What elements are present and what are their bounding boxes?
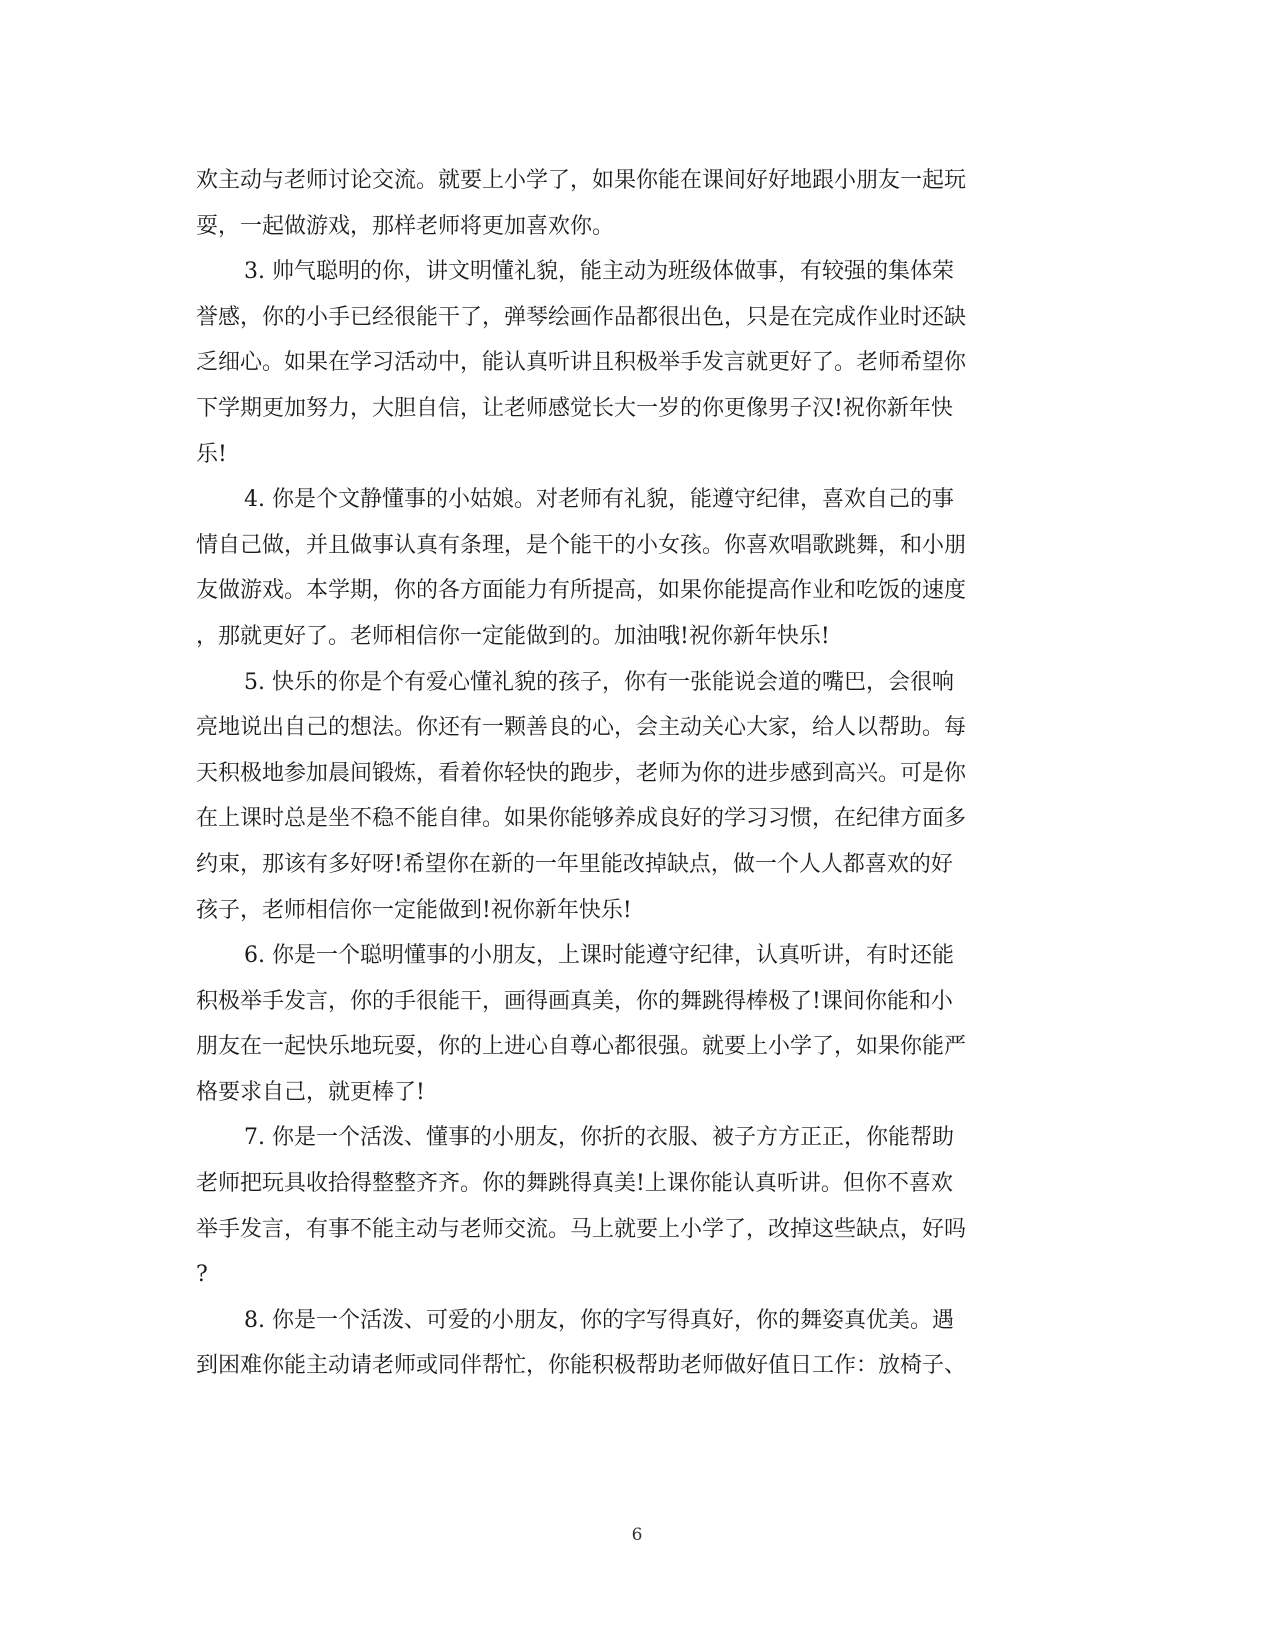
body-text <box>196 158 1076 1389</box>
text-line: 乐! <box>196 441 227 467</box>
text-line: 举手发言，有事不能主动与老师交流。马上就要上小学了，改掉这些缺点，好吗 <box>196 1216 967 1242</box>
text-line: ? <box>196 1262 208 1288</box>
text-line: 格要求自己，就更棒了! <box>196 1079 425 1105</box>
text-line: 誉感，你的小手已经很能干了，弹琴绘画作品都很出色，只是在完成作业时还缺 <box>196 304 967 330</box>
text-line: 8. 你是一个活泼、可爱的小朋友，你的字写得真好，你的舞姿真优美。遇 <box>244 1307 954 1333</box>
text-line: 下学期更加努力，大胆自信，让老师感觉长大一岁的你更像男子汉!祝你新年快 <box>196 395 953 421</box>
text-line: 5. 快乐的你是个有爱心懂礼貌的孩子，你有一张能说会道的嘴巴，会很响 <box>244 669 954 695</box>
text-line: 情自己做，并且做事认真有条理，是个能干的小女孩。你喜欢唱歌跳舞，和小朋 <box>196 532 967 558</box>
text-line: 亮地说出自己的想法。你还有一颗善良的心，会主动关心大家，给人以帮助。每 <box>196 715 967 741</box>
text-line: 3. 帅气聪明的你，讲文明懂礼貌，能主动为班级体做事，有较强的集体荣 <box>244 259 954 285</box>
text-line: 在上课时总是坐不稳不能自律。如果你能够养成良好的学习习惯，在纪律方面多 <box>196 806 967 832</box>
text-line: 7. 你是一个活泼、懂事的小朋友，你折的衣服、被子方方正正，你能帮助 <box>244 1125 954 1151</box>
text-line: 天积极地参加晨间锻炼，看着你轻快的跑步，老师为你的进步感到高兴。可是你 <box>196 760 967 786</box>
text-line: 友做游戏。本学期，你的各方面能力有所提高，如果你能提高作业和吃饭的速度 <box>196 578 967 604</box>
text-line: 4. 你是个文静懂事的小姑娘。对老师有礼貌，能遵守纪律，喜欢自己的事 <box>244 487 954 513</box>
text-line: 到困难你能主动请老师或同伴帮忙，你能积极帮助老师做好值日工作：放椅子、 <box>196 1353 967 1379</box>
text-line: 约束，那该有多好呀!希望你在新的一年里能改掉缺点，做一个人人都喜欢的好 <box>196 851 953 877</box>
text-line: 朋友在一起快乐地玩耍，你的上进心自尊心都很强。就要上小学了，如果你能严 <box>196 1034 967 1060</box>
text-line: 欢主动与老师讨论交流。就要上小学了，如果你能在课间好好地跟小朋友一起玩 <box>196 168 967 193</box>
text-line: ，那就更好了。老师相信你一定能做到的。加油哦!祝你新年快乐! <box>196 623 830 649</box>
text-line: 积极举手发言，你的手很能干，画得画真美，你的舞跳得棒极了!课间你能和小 <box>196 988 953 1014</box>
text-line: 老师把玩具收拾得整整齐齐。你的舞跳得真美!上课你能认真听讲。但你不喜欢 <box>196 1171 953 1197</box>
text-line: 6. 你是一个聪明懂事的小朋友，上课时能遵守纪律，认真听讲，有时还能 <box>244 943 954 969</box>
text-line: 耍，一起做游戏，那样老师将更加喜欢你。 <box>196 213 615 239</box>
page-number: 6 <box>631 1525 643 1545</box>
text-line: 乏细心。如果在学习活动中，能认真听讲且积极举手发言就更好了。老师希望你 <box>196 350 967 376</box>
text-line: 孩子，老师相信你一定能做到!祝你新年快乐! <box>196 897 632 923</box>
